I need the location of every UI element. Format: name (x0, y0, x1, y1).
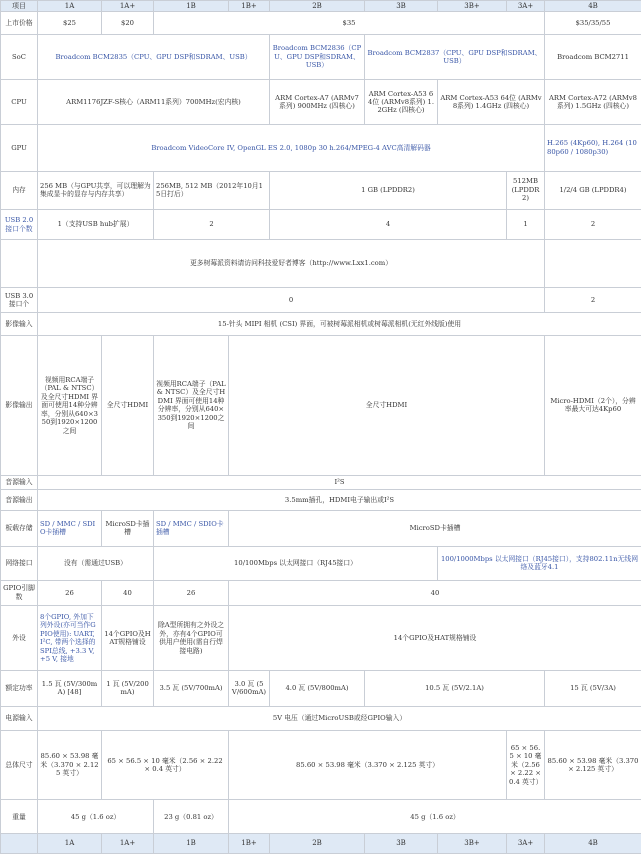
network-cell: 10/100Mbps 以太网接口（RJ45接口） (154, 546, 438, 580)
power-cell: 10.5 瓦 (5V/2.1A) (365, 670, 545, 706)
peripherals-row (1, 606, 641, 671)
footer-row (1, 834, 641, 854)
row-label: USB 3.0 接口个 (1, 287, 38, 313)
gpu-cell: H.265 (4Kp60), H.264 (1080p60 / 1080p30) (545, 125, 641, 171)
video-out-cell: 全尺寸HDMI (229, 335, 545, 475)
power-cell: 15 瓦 (5V/3A) (545, 670, 641, 706)
size-cell: 85.60 × 53.98 毫米（3.370 × 2.125 英寸） (545, 730, 641, 800)
cpu-cell: ARM Cortex-A7 (ARMv7系列) 900MHz (四核心) (270, 80, 365, 125)
soc-cell: Broadcom BCM2836（CPU、GPU DSP和SDRAM、USB） (270, 34, 365, 79)
header-cell: 1A (38, 1, 102, 12)
price-cell: $25 (38, 12, 102, 35)
header-row (1, 1, 641, 12)
audio-out-cell: 3.5mm插孔，HDMI电子输出或I²S (38, 490, 641, 511)
gpio-cell: 40 (102, 580, 154, 606)
row-label: SoC (1, 34, 38, 79)
memory-cell: 1/2/4 GB (LPDDR4) (545, 171, 641, 209)
power-cell: 4.0 瓦 (5V/800mA) (270, 670, 365, 706)
price-row (1, 12, 641, 35)
video-out-cell: 全尺寸HDMI (102, 335, 154, 475)
power-cell: 1 瓦 (5V/200mA) (102, 670, 154, 706)
weight-cell: 23 g（0.81 oz） (154, 800, 229, 834)
row-label: 板载存储 (1, 510, 38, 546)
header-cell: 4B (545, 1, 641, 12)
price-cell: $20 (102, 12, 154, 35)
memory-cell: 256 MB（与GPU共享，可以理解为集成显卡的显存与内存共享） (38, 171, 154, 209)
audio-in-row (1, 475, 641, 489)
peripherals-cell: 14个GPIO及HAT规格铺设 (102, 606, 154, 671)
power-input-cell: 5V 电压（通过MicroUSB或经GPIO输入） (38, 706, 641, 730)
cpu-cell: ARM1176JZF-S核心（ARM11系列）700MHz(宏内核) (38, 80, 270, 125)
row-label: 音源输入 (1, 475, 38, 489)
footer-cell: 1A+ (102, 834, 154, 854)
footer-cell: 4B (545, 834, 641, 854)
row-label: 音源输出 (1, 490, 38, 511)
footer-cell: 3B+ (438, 834, 507, 854)
note-row (1, 240, 641, 287)
network-cell: 100/1000Mbps 以太网接口（RJ45接口），支持802.11n无线网络及蓝牙4.1 (438, 546, 641, 580)
header-cell: 1A+ (102, 1, 154, 12)
header-cell: 2B (270, 1, 365, 12)
power-cell: 3.0 瓦 (5V/600mA) (229, 670, 270, 706)
row-label: 额定功率 (1, 670, 38, 706)
power-cell: 3.5 瓦 (5V/700mA) (154, 670, 229, 706)
row-label: 电源输入 (1, 706, 38, 730)
storage-cell: MicroSD卡插槽 (102, 510, 154, 546)
gpio-cell: 26 (154, 580, 229, 606)
audio-in-cell: I²S (38, 475, 641, 489)
power-input-row (1, 706, 641, 730)
header-cell: 1B (154, 1, 229, 12)
price-cell: $35 (154, 12, 545, 35)
gpio-row (1, 580, 641, 606)
row-label: 总体尺寸 (1, 730, 38, 800)
soc-cell: Broadcom BCM2711 (545, 34, 641, 79)
size-cell: 85.60 × 53.98 毫米（3.370 × 2.125 英寸） (229, 730, 507, 800)
gpio-cell: 26 (38, 580, 102, 606)
gpu-row (1, 125, 641, 171)
footer-cell: 1B (154, 834, 229, 854)
soc-row (1, 34, 641, 79)
storage-row (1, 510, 641, 546)
cpu-cell: ARM Cortex-A72 (ARMv8系列) 1.5GHz (四核心) (545, 80, 641, 125)
usb3-cell: 2 (545, 287, 641, 313)
row-label: CPU (1, 80, 38, 125)
storage-cell: MicroSD卡插槽 (229, 510, 641, 546)
cpu-row (1, 80, 641, 125)
footer-cell (1, 834, 38, 854)
network-cell: 没有（需通过USB） (38, 546, 154, 580)
power-row (1, 670, 641, 706)
row-label: 内存 (1, 171, 38, 209)
gpu-cell: Broadcom VideoCore IV, OpenGL ES 2.0, 1080p 30 h.264/MPEG-4 AVC高清解码器 (38, 125, 545, 171)
gpio-cell: 40 (229, 580, 641, 606)
row-label: USB 2.0 接口个数 (1, 209, 38, 240)
note-blank (545, 240, 641, 287)
memory-cell: 1 GB (LPDDR2) (270, 171, 507, 209)
network-row (1, 546, 641, 580)
soc-cell: Broadcom BCM2835（CPU、GPU DSP和SDRAM、USB） (38, 34, 270, 79)
price-cell: $35/35/55 (545, 12, 641, 35)
video-out-cell: 视频用RCA端子（PAL & NTSC）及全尺寸HDMI 界面可使用14种分辨率，分别从640×350到1920×1200之间 (38, 335, 102, 475)
blog-note: 更多树莓派资料请访问科技爱好者博客（http://www.Lxx1.com） (38, 240, 545, 287)
memory-cell: 256MB, 512 MB（2012年10月15日打后） (154, 171, 270, 209)
weight-cell: 45 g（1.6 oz） (229, 800, 641, 834)
footer-cell: 2B (270, 834, 365, 854)
size-cell: 65 × 56.5 × 10 毫米（2.56 × 2.22 × 0.4 英寸） (507, 730, 545, 800)
header-cell: 3B+ (438, 1, 507, 12)
usb2-cell: 2 (154, 209, 270, 240)
video-out-cell: Micro-HDMI（2个），分辨率最大可达4Kp60 (545, 335, 641, 475)
video-in-cell: 15-针头 MIPI 相机 (CSI) 界面，可被树莓派相机或树莓派相机(无红外线版)使用 (38, 313, 641, 336)
size-cell: 85.60 × 53.98 毫米（3.370 × 2.125 英寸） (38, 730, 102, 800)
size-row (1, 730, 641, 800)
peripherals-cell: 8个GPIO, 外加下列外设(亦可当作GPIO使用): UART, I²C, 带两个选择的SPI总线, +3.3 V, +5 V, 接地 (38, 606, 102, 671)
weight-row (1, 800, 641, 834)
size-cell: 65 × 56.5 × 10 毫米（2.56 × 2.22 × 0.4 英寸） (102, 730, 229, 800)
peripherals-cell: 除A型所拥有之外设之外，亦有4个GPIO可供用户使用(需自行焊接电路) (154, 606, 229, 671)
usb2-cell: 2 (545, 209, 641, 240)
row-label: 网络接口 (1, 546, 38, 580)
footer-cell: 3B (365, 834, 438, 854)
row-label: 上市价格 (1, 12, 38, 35)
audio-out-row (1, 490, 641, 511)
header-cell: 3B (365, 1, 438, 12)
weight-cell: 45 g（1.6 oz） (38, 800, 154, 834)
usb3-cell: 0 (38, 287, 545, 313)
header-cell: 1B+ (229, 1, 270, 12)
soc-cell: Broadcom BCM2837（CPU、GPU DSP和SDRAM、USB） (365, 34, 545, 79)
storage-cell: SD / MMC / SDIO卡插槽 (38, 510, 102, 546)
peripherals-cell: 14个GPIO及HAT规格铺设 (229, 606, 641, 671)
usb2-cell: 1（支持USB hub扩展） (38, 209, 154, 240)
row-label: 影像输出 (1, 335, 38, 475)
note-label (1, 240, 38, 287)
cpu-cell: ARM Cortex-A53 64位 (ARMv8系列) 1.4GHz (四核心) (438, 80, 545, 125)
power-cell: 1.5 瓦 (5V/300mA) [48] (38, 670, 102, 706)
usb3-row (1, 287, 641, 313)
usb2-cell: 1 (507, 209, 545, 240)
usb2-row (1, 209, 641, 240)
video-out-row (1, 335, 641, 475)
cpu-cell: ARM Cortex-A53 64位 (ARMv8系列) 1.2GHz (四核心) (365, 80, 438, 125)
header-cell: 项目 (1, 1, 38, 12)
footer-cell: 3A+ (507, 834, 545, 854)
footer-cell: 1B+ (229, 834, 270, 854)
video-in-row (1, 313, 641, 336)
footer-cell: 1A (38, 834, 102, 854)
memory-cell: 512MB (LPDDR2) (507, 171, 545, 209)
row-label: 外设 (1, 606, 38, 671)
header-cell: 3A+ (507, 1, 545, 12)
video-out-cell: 视频用RCA端子（PAL & NTSC）及全尺寸HDMI 界面可使用14种分辨率，分别从640×350到1920×1200之间 (154, 335, 229, 475)
row-label: GPU (1, 125, 38, 171)
usb2-cell: 4 (270, 209, 507, 240)
row-label: GPIO引脚数 (1, 580, 38, 606)
row-label: 重量 (1, 800, 38, 834)
memory-row (1, 171, 641, 209)
storage-cell: SD / MMC / SDIO卡插槽 (154, 510, 229, 546)
row-label: 影像输入 (1, 313, 38, 336)
